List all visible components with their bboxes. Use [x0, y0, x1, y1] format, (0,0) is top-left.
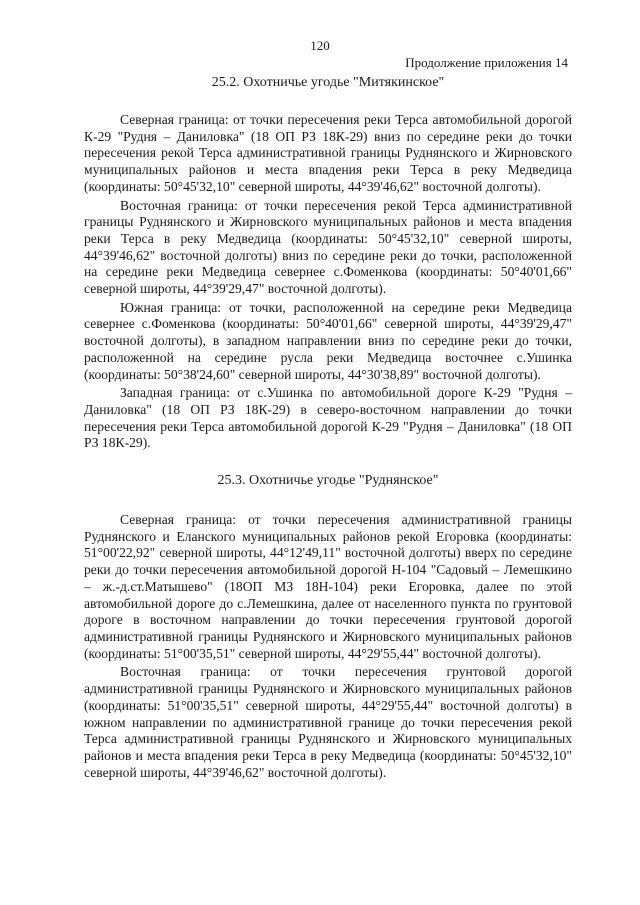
appendix-continuation-note: Продолжение приложения 14 [405, 55, 568, 70]
paragraph-west-boundary: Западная граница: от с.Ушинка по автомобильной дороге К-29 "Рудня – Даниловка" (18 ОП РЗ 18К-29) в северо-восточном направлении до точки пересечения реки Терса автомобильной дорогой К-29 "Рудня – Даниловка" (18 ОП РЗ 18К-29). [84, 385, 572, 451]
section-title-mityakinskoe: 25.2. Охотничье угодье "Митякинское" [211, 75, 445, 90]
paragraph-east-boundary: Восточная граница: от точки пересечения грунтовой дорогой административной границы Руднянского и Жирновского муниципальных районов (координаты: 51°00'35,51" северной широты, 44°29'55,44" восточной долготы) в южном направлении по административной границе до точки пересечения рекой Терса административной границы Руднянского и Жирновского муниципальных районов и места впадения реки Терса в реку Медведица (координаты: 50°45'32,10" северной широты, 44°39'46,62" восточной долготы). [84, 664, 572, 780]
paragraph-north-boundary: Северная граница: от точки пересечения административной границы Руднянского и Еланского муниципальных районов рекой Егоровка (координаты: 51°00'22,92" северной широты, 44°12'49,11" восточной долготы) вверх по середине реки до точки пересечения автомобильной дорогой Н-104 "Садовый – Лемешкино – ж.-д.ст.Матышево" (18ОП МЗ 18Н-104) реки Егоровка, далее по этой автомобильной дороге до с.Лемешкина, далее от населенного пункта по грунтовой дороге в восточном направлении до точки пересечения грунтовой дорогой административной границы Руднянского и Жирновского муниципальных районов (координаты: 51°00'35,51" северной широты, 44°29'55,44" восточной долготы). [84, 512, 572, 661]
document-body [84, 74, 572, 783]
page-number: 120 [310, 38, 330, 53]
paragraph-north-boundary: Северная граница: от точки пересечения реки Терса автомобильной дорогой К-29 "Рудня – Даниловка" (18 ОП РЗ 18К-29) вниз по середине реки до точки пересечения рекой Терса административной границы Руднянского и Жирновского муниципальных районов и места впадения реки Терса в реку Медведица (координаты: 50°45'32,10" северной широты, 44°39'46,62" восточной долготы). [84, 112, 572, 194]
paragraph-south-boundary: Южная граница: от точки, расположенной на середине реки Медведица севернее с.Фоменкова (координаты: 50°40'01,66" северной широты, 44°39'29,47" восточной долготы), в западном направлении вниз по середине реки до точки, расположенной на середине русла реки Медведица восточнее с.Ушинка (координаты: 50°38'24,60" северной широты, 44°30'38,89" восточной долготы). [84, 299, 572, 382]
section-title-rudnyanskoe: 25.3. Охотничье угодье "Руднянское" [217, 473, 439, 489]
paragraph-east-boundary: Восточная граница: от точки пересечения рекой Терса административной границы Руднянского и Жирновского муниципальных районов и места впадения реки Терса в реку Медведица (координаты: 50°45'32,10" северной широты, 44°39'46,62" восточной долготы) вниз по середине реки до точки, расположенной на середине реки Медведица севернее с.Фоменкова (координаты: 50°40'01,66" северной широты, 44°39'29,47" восточной долготы). [84, 197, 572, 297]
